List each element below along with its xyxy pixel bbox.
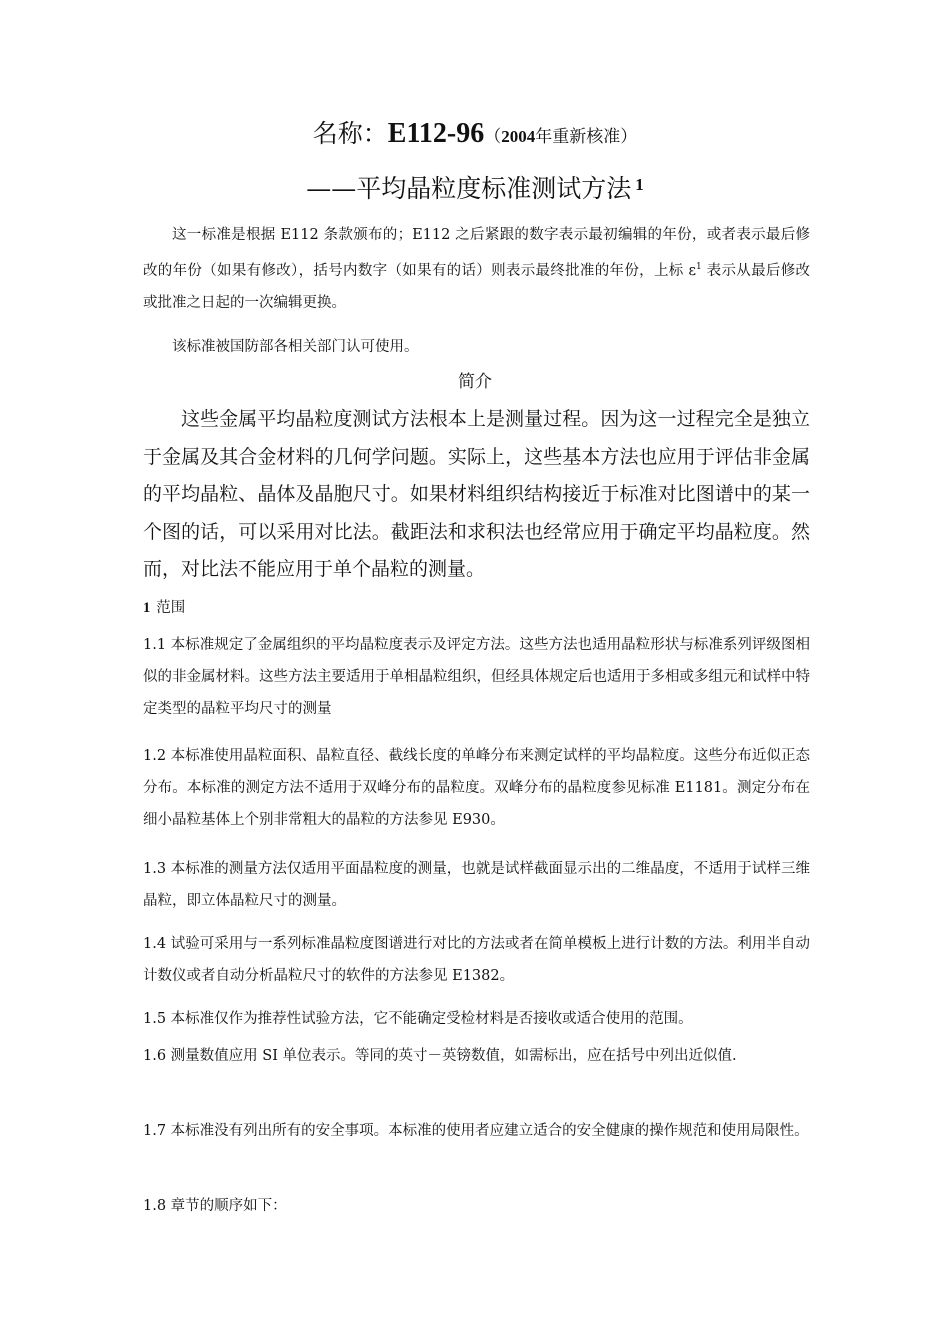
intro-paragraph: 这些金属平均晶粒度测试方法根本上是测量过程。因为这一过程完全是独立于金属及其合金材料的几何学问题。实际上，这些基本方法也应用于评估非金属的平均晶粒、晶体及晶胞尺寸。如果材料组织结构接近于标准对比图谱中的某一个图的话，可以采用对比法。截距法和求积法也经常应用于确定平均晶粒度。然而，对比法不能应用于单个晶粒的测量。 [143,408,810,580]
preface-paragraph-1 [143,219,810,319]
reapproval-text: 年重新核准） [535,127,638,147]
scope-item-1-8: 1.8 章节的顺序如下： [143,1198,287,1214]
scope-item-1-7: 1.7 本标准没有列出所有的安全事项。本标准的使用者应建立适合的安全健康的操作规范和使用局限性。 [143,1123,809,1139]
document-subtitle [0,163,950,211]
superscript-mark: 1 [696,262,702,272]
scope-item-1-4: 1.4 试验可采用与一系列标准晶粒度图谱进行对比的方法或者在简单模板上进行计数的方法。利用半自动计数仪或者自动分析晶粒尺寸的软件的方法参见 E1382。 [143,936,810,984]
reapproval-year: 2004 [501,127,536,146]
scope-item-1-5: 1.5 本标准仅作为推荐性试验方法，它不能确定受检材料是否接收或适合使用的范围。 [143,1011,693,1027]
document-title [0,112,950,159]
footnote-mark: 1 [635,175,644,194]
reapproval-paren: （ [484,127,502,147]
scope-heading [143,592,810,624]
preface-paragraph-2: 该标准被国防部各相关部门认可使用。 [172,339,419,355]
preface-text: 这一标准是根据 E112 条款颁布的；E112 之后紧跟的数字表示最初编辑的年份，或者表示最后修改的年份（如果有修改），括号内数字（如果有的话）则表示最终批准的年份，上标 ε [143,227,810,279]
subtitle-text: ——平均晶粒度标准测试方法 [306,174,632,203]
scope-item-1-3: 1.3 本标准的测量方法仅适用平面晶粒度的测量，也就是试样截面显示出的二维晶度，不适用于试样三维晶粒，即立体晶粒尺寸的测量。 [143,861,810,909]
scope-item-1-2: 1.2 本标准使用晶粒面积、晶粒直径、截线长度的单峰分布来测定试样的平均晶粒度。这些分布近似正态分布。本标准的测定方法不适用于双峰分布的晶粒度。双峰分布的晶粒度参见标准 E1181。测定分布在细小晶粒基体上个别非常粗大的晶粒的方法参见 E930。 [143,748,810,828]
scope-item-1-1: 1.1 本标准规定了金属组织的平均晶粒度表示及评定方法。这些方法也适用晶粒形状与标准系列评级图相似的非金属材料。这些方法主要适用于单相晶粒组织，但经具体规定后也适用于多相或多组元和试样中特定类型的晶粒平均尺寸的测量 [143,637,810,717]
standard-code: E112-96 [387,118,485,149]
scope-item-1-6: 1.6 测量数值应用 SI 单位表示。等同的英寸－英镑数值，如需标出，应在括号中列出近似值. [143,1048,737,1064]
scope-number: 1 [143,600,151,616]
scope-title: 范围 [156,600,186,616]
reapproval-note [484,127,637,147]
preface-text-end: 表示从最后修改或批准之日起的一次编辑更换。 [143,263,811,311]
intro-heading: 简介 [458,372,492,392]
title-label: 名称： [312,119,388,148]
